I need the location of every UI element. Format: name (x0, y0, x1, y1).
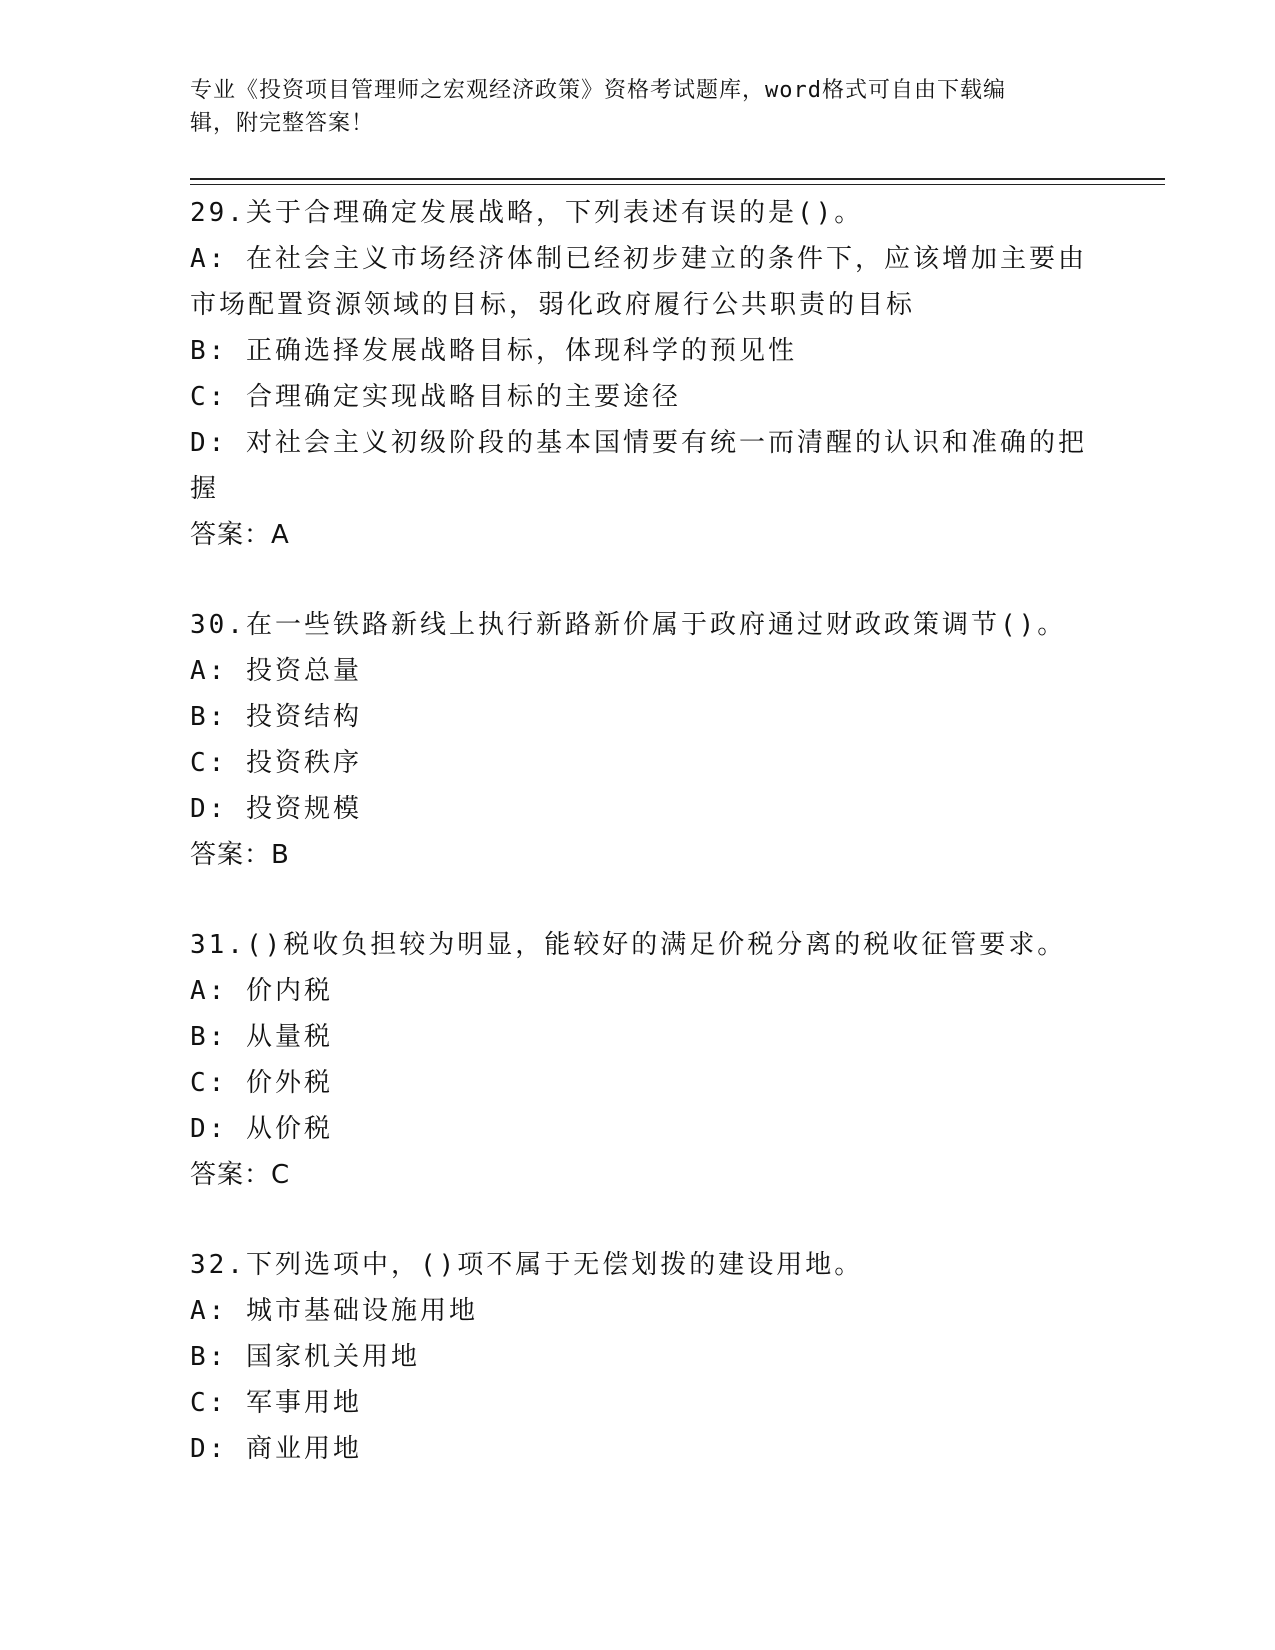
question-29 (190, 190, 1087, 558)
option-a-continued: 市场配置资源领域的目标，弱化政府履行公共职责的目标 (190, 290, 916, 320)
option-a: A: 投资总量 (190, 656, 362, 686)
question-stem: 29.关于合理确定发展战略，下列表述有误的是()。 (190, 198, 864, 228)
question-stem: 32.下列选项中，()项不属于无偿划拨的建设用地。 (190, 1250, 864, 1280)
question-30 (190, 602, 1080, 878)
option-d: D: 投资规模 (190, 794, 362, 824)
option-b: B: 国家机关用地 (190, 1342, 420, 1372)
option-d: D: 对社会主义初级阶段的基本国情要有统一而清醒的认识和准确的把 (190, 428, 1087, 458)
option-c: C: 军事用地 (190, 1388, 362, 1418)
header-line-2: 辑，附完整答案！ (190, 111, 375, 136)
question-32 (190, 1242, 1080, 1472)
question-31 (190, 922, 1080, 1198)
question-stem: 30.在一些铁路新线上执行新路新价属于政府通过财政政策调节()。 (190, 610, 1067, 640)
option-a: A: 城市基础设施用地 (190, 1296, 478, 1326)
header-line-1: 专业《投资项目管理师之宏观经济政策》资格考试题库，word格式可自由下载编 (190, 78, 1006, 103)
answer-label: 答案：A (190, 520, 290, 550)
option-a: A: 价内税 (190, 976, 333, 1006)
answer-label: 答案：C (190, 1160, 291, 1190)
document-header (190, 74, 1090, 140)
option-b: B: 正确选择发展战略目标，体现科学的预见性 (190, 336, 797, 366)
option-d: D: 从价税 (190, 1114, 333, 1144)
header-divider-thin (190, 184, 1165, 185)
question-list (190, 190, 1087, 1516)
option-d: D: 商业用地 (190, 1434, 362, 1464)
option-a: A: 在社会主义市场经济体制已经初步建立的条件下，应该增加主要由 (190, 244, 1087, 274)
answer-label: 答案：B (190, 840, 290, 870)
question-stem: 31.()税收负担较为明显，能较好的满足价税分离的税收征管要求。 (190, 930, 1067, 960)
option-b: B: 从量税 (190, 1022, 333, 1052)
option-d-continued: 握 (190, 474, 220, 504)
header-divider-thick (190, 178, 1165, 180)
option-b: B: 投资结构 (190, 702, 362, 732)
option-c: C: 投资秩序 (190, 748, 362, 778)
option-c: C: 价外税 (190, 1068, 333, 1098)
option-c: C: 合理确定实现战略目标的主要途径 (190, 382, 681, 412)
